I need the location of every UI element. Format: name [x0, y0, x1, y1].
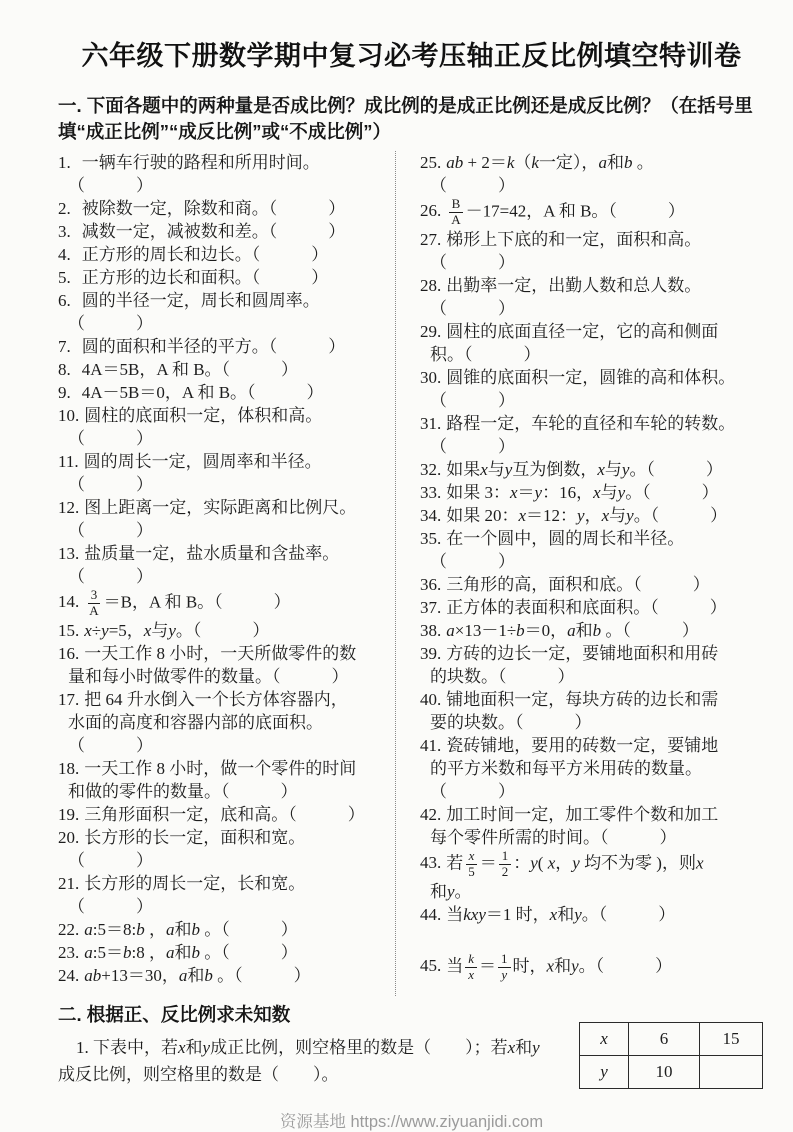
question-item-text: 40. 铺地面积一定，每块方砖的边长和需 — [420, 689, 719, 709]
math-variable: x — [84, 620, 92, 640]
question-item — [58, 450, 389, 496]
math-variable: k — [531, 153, 539, 172]
math-variable: y — [571, 956, 579, 976]
question-column-left — [58, 151, 396, 996]
question-item — [58, 619, 389, 642]
math-variable: a — [178, 965, 188, 985]
watermark: 资源基地 https://www.ziyuanjidi.com — [279, 1113, 544, 1131]
question-item-text: 23. a:5＝b:8 ，a和b 。（ ） — [58, 942, 298, 962]
question-number: 8. — [58, 360, 71, 379]
table-cell-y1: 10 — [629, 1056, 700, 1089]
question-number: 20. — [58, 827, 80, 847]
question-number: 31. — [420, 413, 442, 433]
question-item-text: 28. 出勤率一定，出勤人数和总人数。 — [420, 275, 702, 295]
math-variable: y — [621, 459, 630, 479]
math-variable: b — [191, 942, 200, 962]
question-number: 37. — [420, 597, 442, 617]
question-item-text: 10. 圆柱的底面积一定，体积和高。 — [58, 406, 323, 425]
math-variable: x — [480, 459, 488, 479]
question-item-text: 3. 减数一定，减被数和差。（ ） — [58, 222, 346, 241]
question-item-text: 45. 当 $\frac{k}{x}$ ＝ $\frac{1}{y}$ 时，x和y。（ ） — [420, 950, 673, 982]
question-item — [420, 458, 765, 481]
math-variable: a — [567, 620, 576, 640]
question-item-text: 41. 瓷砖铺地，要用的砖数一定，要铺地 — [420, 735, 719, 755]
question-item-text: 16. 一天工作 8 小时，一天所做零件的数 — [58, 643, 357, 663]
question-item-continuation: 积。（ ） — [430, 344, 541, 364]
math-variable: y — [202, 1038, 211, 1057]
math-variable: x — [547, 853, 556, 873]
question-number: 12. — [58, 498, 80, 517]
question-number: 14. — [58, 592, 80, 612]
question-item — [58, 266, 389, 289]
fraction: $\frac{1}{2}$ — [499, 849, 512, 880]
question-item-continuation: （ ） — [430, 390, 515, 410]
question-item — [58, 243, 389, 266]
question-item-continuation: 的块数。（ ） — [430, 666, 575, 686]
question-number: 17. — [58, 689, 80, 709]
question-number: 6. — [58, 291, 71, 310]
question-item — [58, 289, 389, 335]
question-item-continuation: （ ） — [68, 314, 153, 333]
question-number: 41. — [420, 735, 442, 755]
math-variable: a — [84, 919, 93, 939]
question-number: 36. — [420, 574, 442, 594]
question-item — [58, 197, 389, 220]
question-number: 15. — [58, 620, 80, 640]
question-number: 9. — [58, 383, 71, 402]
fraction: $\frac{B}{A}$ — [448, 197, 463, 228]
question-item — [420, 734, 765, 803]
question-item-text: 19. 三角形面积一定，底和高。（ ） — [58, 804, 365, 824]
math-variable: y — [447, 881, 455, 901]
question-item-text: 34. 如果 20：x＝12：y，x与y。（ ） — [420, 505, 728, 525]
question-number: 24. — [58, 965, 80, 985]
math-variable: y — [577, 505, 585, 525]
question-item-text: 39. 方砖的边长一定，要铺地面积和用砖 — [420, 643, 719, 663]
math-variable: b — [204, 965, 213, 985]
question-column-right — [396, 151, 765, 983]
math-variable: a — [598, 153, 607, 172]
question-item-continuation: （ ） — [68, 521, 153, 540]
section-two-question-line: 成反比例，则空格里的数是（ ）。 — [58, 1065, 339, 1084]
question-item-text: 6. 圆的半径一定，周长和圆周率。 — [58, 291, 320, 310]
question-number: 32. — [420, 459, 442, 479]
question-item-continuation: （ ） — [68, 475, 153, 494]
math-variable: a — [84, 942, 93, 962]
question-item — [420, 197, 765, 228]
question-item-text: 2. 被除数一定，除数和商。（ ） — [58, 199, 346, 218]
math-variable: y — [534, 482, 543, 502]
question-number: 29. — [420, 321, 442, 341]
question-item-text: 25. ab + 2＝k（k一定），a和b 。 — [420, 153, 654, 172]
question-number: 16. — [58, 643, 80, 663]
math-variable: y — [501, 966, 508, 982]
question-item-text: 1. 一辆车行驶的路程和所用时间。 — [58, 153, 320, 172]
question-number: 43. — [420, 853, 442, 873]
question-item-text: 7. 圆的面积和半径的平方。（ ） — [58, 337, 346, 356]
question-item — [58, 803, 389, 826]
math-variable: y — [572, 853, 580, 873]
question-item — [420, 596, 765, 619]
math-variable: y — [101, 620, 109, 640]
question-item — [58, 588, 389, 619]
question-item-text: 27. 梯形上下底的和一定，面积和高。 — [420, 229, 702, 249]
question-item-text: 38. a×13－1÷b＝0，a和b 。（ ） — [420, 620, 699, 640]
question-item-continuation: （ ） — [68, 735, 153, 755]
question-item-continuation: 水面的高度和容器内部的底面积。 — [68, 712, 323, 732]
question-item-text: 5. 正方形的边长和面积。（ ） — [58, 268, 329, 287]
table-cell-x1: 6 — [629, 1023, 700, 1056]
math-variable: x — [510, 482, 518, 502]
math-variable: y — [626, 505, 634, 525]
math-variable: k — [468, 950, 475, 966]
question-number: 19. — [58, 804, 80, 824]
table-cell-y-label: y — [580, 1056, 629, 1089]
question-item — [420, 481, 765, 504]
question-item-text: 33. 如果 3：x＝y：16，x与y。（ ） — [420, 482, 719, 502]
question-number: 18. — [58, 758, 80, 778]
table-row — [580, 1056, 763, 1089]
question-item — [58, 757, 389, 803]
question-item-text: 13. 盐质量一定，盐水质量和含盐率。 — [58, 544, 340, 563]
question-item — [420, 527, 765, 573]
question-item-text: 12. 图上距离一定，实际距离和比例尺。 — [58, 498, 357, 517]
fraction: $\frac{3}{A}$ — [89, 587, 99, 618]
math-variable: x — [468, 847, 475, 863]
question-item — [420, 504, 765, 527]
question-item-continuation: （ ） — [430, 176, 515, 195]
table-cell-x-label: x — [580, 1023, 629, 1056]
math-variable: y — [504, 459, 513, 479]
question-item-text: 22. a:5＝8:b ，a和b 。（ ） — [58, 919, 298, 939]
question-item-text: 26. $\frac{B}{A}$ －17=42，A 和 B。（ ） — [420, 196, 685, 227]
question-item-continuation: 量和每小时做零件的数量。（ ） — [68, 666, 349, 686]
question-number: 33. — [420, 482, 442, 502]
math-variable: x — [597, 459, 605, 479]
question-item-continuation: （ ） — [68, 429, 153, 448]
math-variable: x — [593, 482, 601, 502]
math-variable: b — [191, 919, 200, 939]
question-item — [420, 903, 765, 926]
question-number: 10. — [58, 406, 80, 425]
question-item — [58, 220, 389, 243]
math-variable: a — [165, 942, 175, 962]
math-variable: x — [143, 620, 152, 640]
question-item-text: 35. 在一个圆中，圆的周长和半径。 — [420, 528, 685, 548]
section-two-heading: 二. 根据正、反比例求未知数 — [58, 1004, 291, 1025]
question-item-continuation: 每个零件所需的时间。（ ） — [430, 827, 677, 847]
question-item-continuation: 和y。 — [430, 881, 472, 901]
table-cell-y2-blank — [700, 1056, 763, 1089]
question-item — [58, 496, 389, 542]
xy-table — [579, 1022, 763, 1089]
question-item — [58, 335, 389, 358]
question-item — [58, 151, 389, 197]
question-number: 27. — [420, 229, 442, 249]
question-item-text: 43. 若 $\frac{x}{5}$ ＝ $\frac{1}{2}$ ：y( x，y 均不为零 )，则x — [420, 847, 704, 879]
question-item-text: 21. 长方形的周长一定，长和宽。 — [58, 873, 306, 893]
question-item-continuation: （ ） — [430, 781, 515, 801]
question-number: 25. — [420, 153, 442, 172]
question-item-text: 20. 长方形的长一定，面积和宽。 — [58, 827, 306, 847]
question-item — [58, 542, 389, 588]
question-item-text: 15. x÷y=5，x与y。（ ） — [58, 620, 270, 640]
question-number: 13. — [58, 544, 80, 563]
fraction — [465, 952, 477, 983]
question-item — [420, 320, 765, 366]
question-item-continuation: （ ） — [68, 850, 153, 870]
question-item — [58, 642, 389, 688]
question-number: 22. — [58, 919, 80, 939]
question-item — [58, 826, 389, 872]
math-variable: y — [168, 620, 176, 640]
math-variable: y — [617, 482, 626, 502]
question-item-text: 9. 4A－5B＝0，A 和 B。（ ） — [58, 383, 324, 402]
question-item-text: 36. 三角形的高，面积和底。（ ） — [420, 574, 710, 594]
math-variable: y — [574, 904, 582, 924]
question-item-text: 31. 路程一定，车轮的直径和车轮的转数。 — [420, 413, 736, 433]
fraction: $\frac{1}{y}$ — [498, 952, 511, 983]
math-variable: k — [506, 153, 515, 172]
question-item-text: 17. 把 64 升水倒入一个长方体容器内， — [58, 689, 348, 709]
question-item-text: 44. 当kxy＝1 时，x和y。（ ） — [420, 904, 676, 924]
question-item — [420, 849, 765, 903]
question-number: 1. — [58, 153, 71, 172]
math-variable: b — [136, 919, 145, 939]
math-variable: b — [516, 620, 525, 640]
question-item — [58, 381, 389, 404]
math-variable: kxy — [463, 904, 486, 924]
math-variable: b — [592, 620, 602, 640]
question-number: 26. — [420, 201, 442, 221]
question-number: 44. — [420, 904, 442, 924]
question-item — [58, 941, 389, 964]
question-item — [58, 358, 389, 381]
question-item-text: 18. 一天工作 8 小时，做一个零件的时间 — [58, 758, 357, 778]
question-item-continuation: 的平方米数和每平方米用砖的数量。 — [430, 758, 702, 778]
section-two-question-line: 1. 下表中，若x和y成正比例，则空格里的数是（ ）；若x和y — [76, 1038, 540, 1057]
math-variable: x — [518, 505, 527, 525]
math-variable: y — [532, 1038, 540, 1057]
math-variable: b — [623, 153, 633, 172]
question-item — [420, 151, 765, 197]
question-item-continuation: （ ） — [430, 252, 515, 272]
question-item-text: 37. 正方体的表面积和底面积。（ ） — [420, 597, 727, 617]
question-item-continuation: （ ） — [68, 176, 153, 195]
question-number: 23. — [58, 942, 80, 962]
math-variable: b — [122, 942, 132, 962]
math-variable: x — [601, 505, 610, 525]
question-item-continuation: （ ） — [68, 567, 153, 586]
question-item — [58, 872, 389, 918]
math-variable: a — [446, 620, 455, 640]
question-item — [420, 803, 765, 849]
question-item — [420, 642, 765, 688]
question-item — [420, 228, 765, 274]
question-columns — [58, 151, 765, 996]
question-number: 3. — [58, 222, 71, 241]
fraction: $\frac{x}{5}$ — [465, 849, 478, 880]
question-item-text: 8. 4A＝5B，A 和 B。（ ） — [58, 360, 299, 379]
question-item-text: 11. 圆的周长一定，圆周率和半径。 — [58, 452, 322, 471]
math-variable: ab — [84, 965, 102, 985]
question-item-text: 42. 加工时间一定，加工零件个数和加工 — [420, 804, 719, 824]
question-item — [420, 366, 765, 412]
math-variable: ab — [446, 153, 464, 172]
question-number: 5. — [58, 268, 71, 287]
question-item-continuation: （ ） — [430, 436, 515, 456]
math-variable: x — [468, 966, 475, 982]
question-item — [420, 688, 765, 734]
math-variable: x — [695, 853, 704, 873]
question-item-text: 29. 圆柱的底面直径一定，它的高和侧面 — [420, 321, 719, 341]
question-item-text: 24. ab+13＝30，a和b 。（ ） — [58, 965, 311, 985]
section-two — [58, 1002, 765, 1100]
question-number: 34. — [420, 505, 442, 525]
question-number: 45. — [420, 956, 442, 976]
question-number: 28. — [420, 275, 442, 295]
question-item — [420, 274, 765, 320]
question-number: 38. — [420, 620, 442, 640]
question-item — [58, 404, 389, 450]
question-item — [420, 573, 765, 596]
math-variable: x — [507, 1038, 516, 1057]
question-item-text: 14. $\frac{3}{A}$ ＝B，A 和 B。（ ） — [58, 587, 291, 618]
question-item-continuation: （ ） — [430, 298, 515, 318]
page-title: 六年级下册数学期中复习必考压轴正反比例填空特训卷 — [81, 41, 742, 71]
question-number: 35. — [420, 528, 442, 548]
math-variable: y — [530, 853, 538, 873]
question-number: 42. — [420, 804, 442, 824]
question-item-text: 30. 圆锥的底面积一定，圆锥的高和体积。 — [420, 367, 736, 387]
question-item — [58, 964, 389, 987]
math-variable: x — [546, 956, 555, 976]
question-item — [420, 619, 765, 642]
question-number: 11. — [58, 452, 79, 471]
question-item — [420, 412, 765, 458]
question-item-continuation: （ ） — [430, 551, 515, 571]
math-variable: a — [165, 919, 175, 939]
question-item — [58, 918, 389, 941]
question-item-continuation: 要的块数。（ ） — [430, 712, 592, 732]
question-number: 4. — [58, 245, 71, 264]
question-number: 21. — [58, 873, 80, 893]
question-item — [420, 952, 765, 983]
question-item-text: 32. 如果x与y互为倒数，x与y。（ ） — [420, 459, 723, 479]
question-item-text: 4. 正方形的周长和边长。（ ） — [58, 245, 329, 264]
question-number: 2. — [58, 199, 71, 218]
question-item-continuation: （ ） — [68, 896, 153, 916]
question-number: 7. — [58, 337, 71, 356]
question-number: 30. — [420, 367, 442, 387]
question-number: 39. — [420, 643, 442, 663]
section-one-heading: 一. 下面各题中的两种量是否成比例？成比例的是成正比例还是成反比例？（在括号里填“成正比例”“成反比例”或“不成比例”） — [58, 95, 753, 142]
table-cell-x2: 15 — [700, 1023, 763, 1056]
math-variable: x — [178, 1038, 186, 1057]
table-row — [580, 1023, 763, 1056]
question-item-continuation: 和做的零件的数量。（ ） — [68, 781, 298, 801]
question-item — [58, 688, 389, 757]
question-number: 40. — [420, 689, 442, 709]
math-variable: x — [549, 904, 558, 924]
